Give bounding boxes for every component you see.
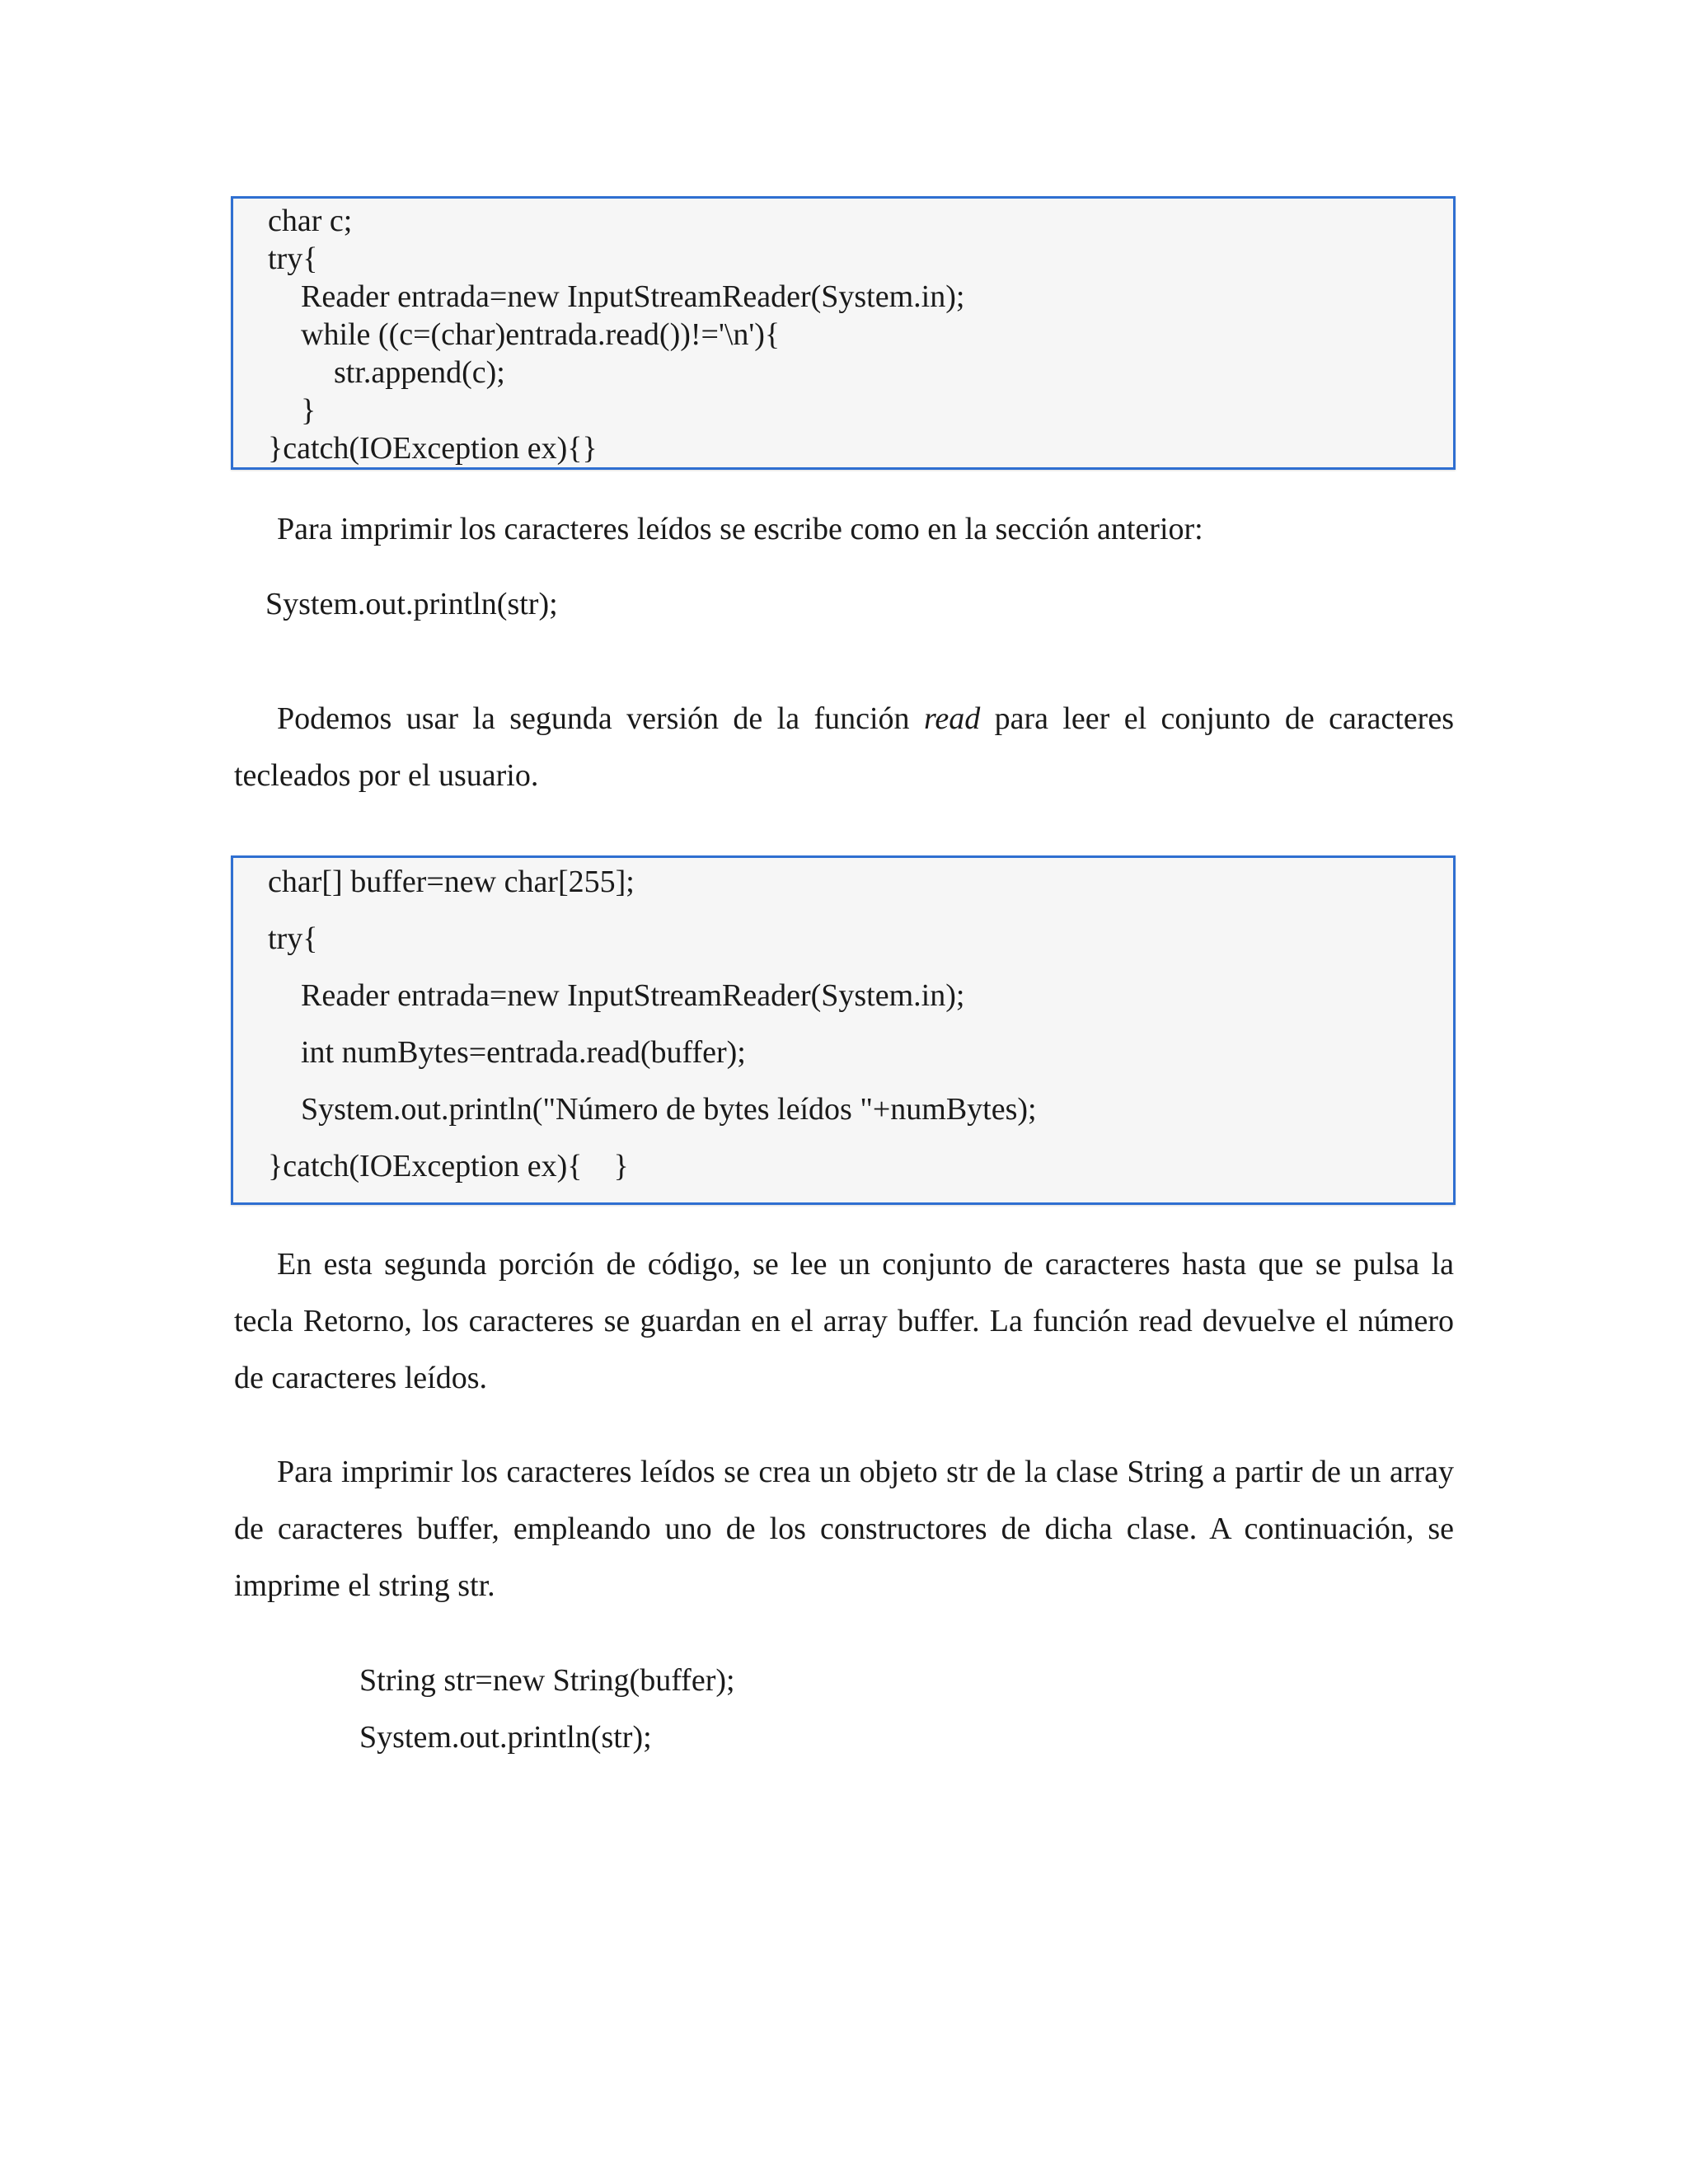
- code-line: char c;: [268, 204, 353, 238]
- code-line: Reader entrada=new InputStreamReader(System.in);: [301, 279, 965, 314]
- paragraph-2-after: para leer el conjunto de caracteres tecleados por el usuario.: [234, 701, 1454, 793]
- paragraph-4-text: Para imprimir los caracteres leídos se crea un objeto str de la clase String a partir de un array de caracteres buffer, empleando uno de los constructores de dicha clase. A continuación, se imprime el string str.: [234, 1455, 1454, 1603]
- final-code-line: System.out.println(str);: [359, 1720, 652, 1755]
- code-line: int numBytes=entrada.read(buffer);: [301, 1035, 746, 1070]
- code-line: while ((c=(char)entrada.read())!='\n'){: [301, 317, 781, 352]
- paragraph-4: [234, 1444, 1454, 1615]
- paragraph-3-text: En esta segunda porción de código, se lee un conjunto de caracteres hasta que se pulsa la tecla Retorno, los caracteres se guardan en el array buffer. La función read devuelve el número de caracteres leídos.: [234, 1247, 1454, 1395]
- code-block-1: [231, 196, 1456, 470]
- paragraph-2-emphasis: read: [923, 701, 981, 736]
- paragraph-3: [234, 1236, 1454, 1407]
- code-line: Reader entrada=new InputStreamReader(System.in);: [301, 978, 965, 1013]
- code-line: try{: [268, 241, 318, 276]
- code-line: }catch(IOException ex){}: [268, 431, 598, 466]
- paragraph-2-before: Podemos usar la segunda versión de la función: [277, 701, 924, 736]
- code-line: char[] buffer=new char[255];: [268, 865, 635, 899]
- code-line: str.append(c);: [334, 355, 505, 390]
- code-block-2: [231, 855, 1456, 1205]
- code-line: System.out.println("Número de bytes leídos "+numBytes);: [301, 1092, 1037, 1127]
- code-line: }: [301, 393, 316, 428]
- paragraph-2: [234, 691, 1454, 804]
- code-line: }catch(IOException ex){ }: [268, 1149, 629, 1183]
- code-line-println: System.out.println(str);: [265, 587, 558, 621]
- final-code-line: String str=new String(buffer);: [359, 1663, 735, 1698]
- paragraph-1-text: Para imprimir los caracteres leídos se escribe como en la sección anterior:: [277, 512, 1203, 546]
- code-line: try{: [268, 921, 318, 956]
- paragraph-1: [234, 501, 1454, 558]
